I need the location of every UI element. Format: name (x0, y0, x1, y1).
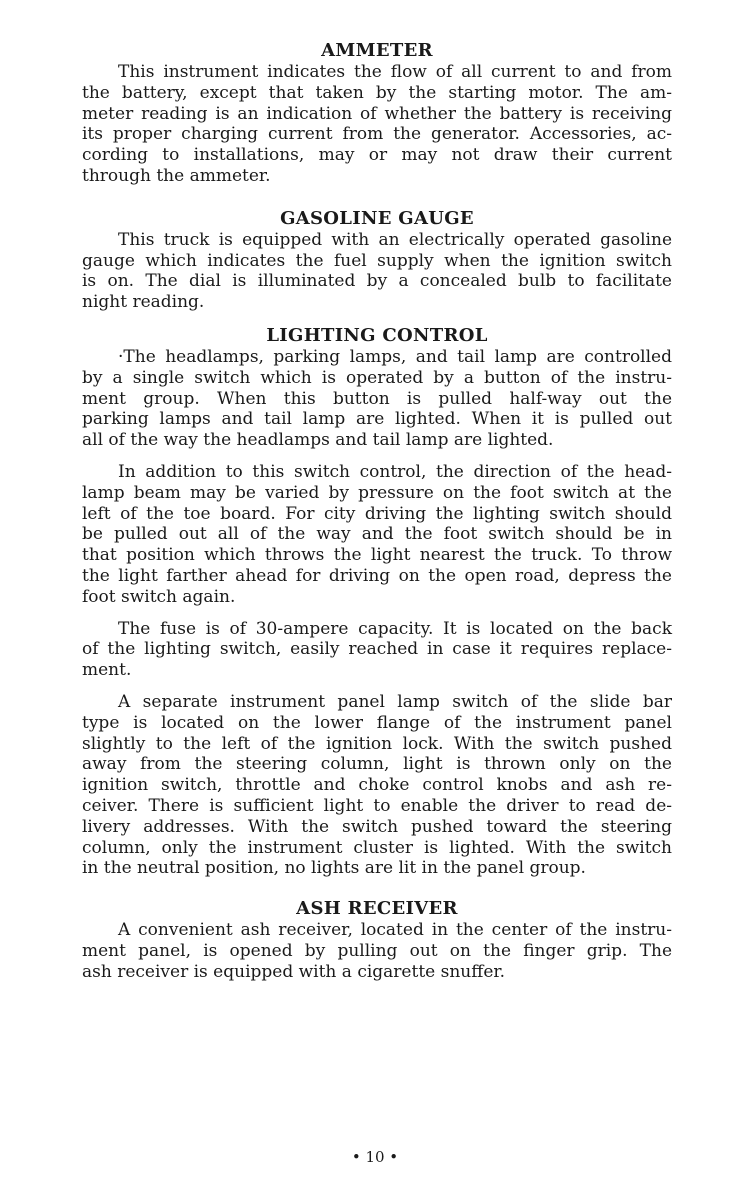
text-line: ment. (82, 660, 132, 681)
text-line: ceiver. There is sufficient light to enable the driver to read de- (82, 795, 672, 816)
text-line: column, only the instrument cluster is lighted. With the switch (82, 837, 672, 858)
text-line: away from the steering column, light is thrown only on the (82, 754, 672, 775)
text-line: A convenient ash receiver, located in the center of the instru- (118, 920, 672, 941)
paragraph (82, 692, 672, 879)
paragraph (82, 230, 672, 313)
paragraph (82, 619, 672, 681)
text-line: of the lighting switch, easily reached in case it requires replace- (82, 639, 672, 660)
text-line: The fuse is of 30-ampere capacity. It is located on the back (118, 618, 672, 639)
text-line: livery addresses. With the switch pushed toward the steering (82, 816, 672, 837)
text-line: ment group. When this button is pulled half-way out the (82, 388, 672, 409)
text-line: that position which throws the light nearest the truck. To throw (82, 545, 672, 566)
text-line: in the neutral position, no lights are lit in the panel group. (82, 858, 586, 879)
section-heading: AMMETER (321, 40, 433, 61)
paragraph (82, 347, 672, 451)
text-line: slightly to the left of the ignition lock. With the switch pushed (82, 733, 672, 754)
section-gasoline-gauge (82, 208, 672, 313)
paragraph (82, 920, 672, 982)
paragraph (82, 462, 672, 608)
manual-page (82, 40, 672, 982)
text-line: be pulled out all of the way and the foot switch should be in (82, 524, 672, 545)
section-heading: LIGHTING CONTROL (266, 324, 488, 346)
text-line: its proper charging current from the generator. Accessories, ac- (82, 124, 672, 145)
text-line: ·The headlamps, parking lamps, and tail lamp are controlled (118, 346, 672, 367)
text-line: ment panel, is opened by pulling out on the finger grip. The (82, 940, 672, 961)
text-line: type is located on the lower flange of the instrument panel (82, 712, 672, 733)
text-line: ignition switch, throttle and choke control knobs and ash re- (82, 775, 672, 796)
text-line: parking lamps and tail lamp are lighted. When it is pulled out (82, 409, 672, 430)
text-line: meter reading is an indication of whether the battery is receiving (82, 103, 672, 124)
text-line: foot switch again. (82, 586, 236, 607)
text-line: ash receiver is equipped with a cigarette snuffer. (82, 961, 506, 982)
text-line: all of the way the headlamps and tail lamp are lighted. (82, 430, 554, 451)
text-line: This truck is equipped with an electrically operated gasoline (118, 229, 672, 250)
section-lighting-control (82, 325, 672, 879)
text-line: cording to installations, may or may not draw their current (82, 145, 672, 166)
text-line: through the ammeter. (82, 165, 271, 186)
text-line: the light farther ahead for driving on the open road, depress the (82, 565, 672, 586)
text-line: the battery, except that taken by the starting motor. The am- (82, 82, 672, 103)
text-line: night reading. (82, 292, 205, 313)
text-line: In addition to this switch control, the direction of the head- (118, 461, 672, 482)
text-line: by a single switch which is operated by a button of the instru- (82, 367, 672, 388)
paragraph (82, 62, 672, 187)
page-number: • 10 • (351, 1148, 399, 1166)
section-ash-receiver (82, 898, 672, 982)
text-line: lamp beam may be varied by pressure on the foot switch at the (82, 482, 672, 503)
section-heading: ASH RECEIVER (296, 898, 458, 920)
text-line: This instrument indicates the flow of all current to and from (118, 62, 672, 82)
section-heading: GASOLINE GAUGE (280, 207, 474, 229)
section-ammeter (82, 40, 672, 187)
text-line: gauge which indicates the fuel supply when the ignition switch (82, 250, 672, 271)
text-line: A separate instrument panel lamp switch of the slide bar (118, 691, 672, 712)
text-line: is on. The dial is illuminated by a concealed bulb to facilitate (82, 271, 672, 292)
text-line: left of the toe board. For city driving the lighting switch should (82, 503, 672, 524)
